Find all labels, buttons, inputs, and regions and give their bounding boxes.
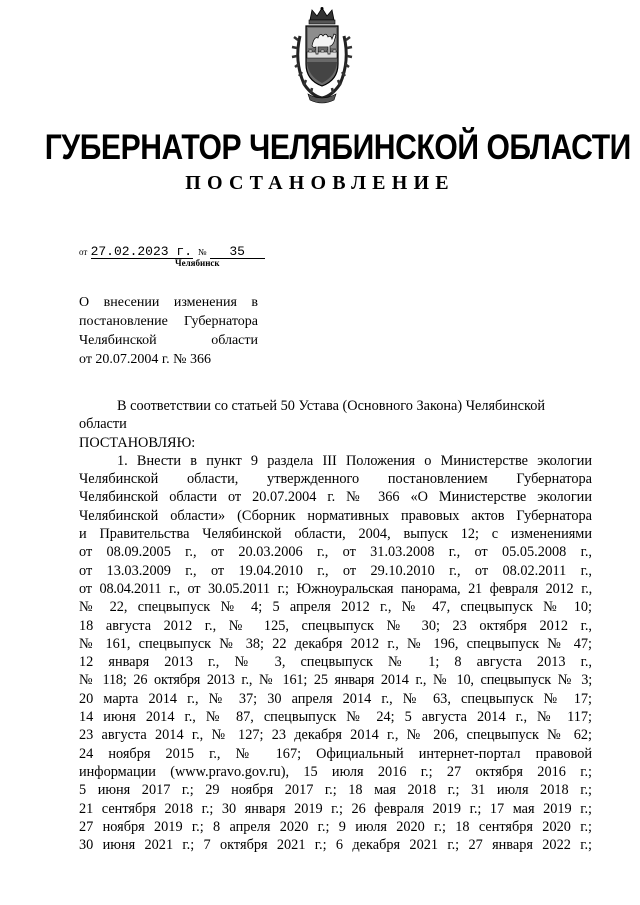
document-type-title: ПОСТАНОВЛЕНИЕ xyxy=(185,172,455,194)
clause-line: от 13.03.2009 г., от 19.04.2010 г., от 29.10.2010 г., от 08.02.2011 г., xyxy=(79,562,592,579)
subject-line: от 20.07.2004 г. № 366 xyxy=(79,352,211,367)
date-number-line xyxy=(79,243,265,259)
clause-line: от 08.04.2011 г., от 30.05.2011 г.; Южноуральская панорама, 21 февраля 2012 г., xyxy=(79,580,592,597)
clause-line: 1. Внести в пункт 9 раздела III Положения о Министерстве экологии xyxy=(117,452,592,469)
clause-line: 24 ноября 2015 г., № 167; Официальный интернет-портал правовой xyxy=(79,745,592,762)
clause-line: 14 июня 2014 г., № 87, спецвыпуск № 24; 5 августа 2014 г., № 117; xyxy=(79,709,592,726)
clause-line: 5 июня 2017 г.; 29 ноября 2017 г.; 18 мая 2018 г.; 31 июля 2018 г.; xyxy=(79,782,592,799)
clause-line: 30 июня 2021 г.; 7 октября 2021 г.; 6 декабря 2021 г.; 27 января 2022 г.; xyxy=(79,837,592,854)
clause-line: Челябинской области от 20.07.2004 г. № 366 «О Министерстве экологии xyxy=(79,489,592,506)
clause-line: 20 марта 2014 г., № 37; 30 апреля 2014 г., № 63, спецвыпуск № 17; xyxy=(79,690,592,707)
clause-line: 27 ноября 2019 г.; 8 апреля 2020 г.; 9 июля 2020 г.; 18 сентября 2020 г.; xyxy=(79,818,592,835)
decree-word: ПОСТАНОВЛЯЮ: xyxy=(79,434,196,451)
coat-of-arms-emblem xyxy=(290,6,354,106)
issue-city: Челябинск xyxy=(175,258,220,268)
subject-line: Челябинской области xyxy=(79,333,258,348)
clause-line: 12 января 2013 г., № 3, спецвыпуск № 1; 8 августа 2013 г., xyxy=(79,654,592,671)
preamble-line: В соответствии со статьей 50 Устава (Основного Закона) Челябинской xyxy=(117,398,545,414)
clause-line: Челябинской области» (Сборник нормативных правовых актов Губернатора xyxy=(79,507,592,524)
clause-line: и Правительства Челябинской области, 2004, выпуск 12; с изменениями xyxy=(79,526,592,543)
document-date: 27.02.2023 г. xyxy=(90,244,192,259)
clause-line: № 22, спецвыпуск № 4; 5 апреля 2012 г., № 47, спецвыпуск № 10; xyxy=(79,599,592,616)
issuer-title: ГУБЕРНАТОР ЧЕЛЯБИНСКОЙ ОБЛАСТИ xyxy=(44,128,631,167)
document-subject xyxy=(79,293,258,369)
subject-line: постановление Губернатора xyxy=(79,314,258,329)
clause-line: № 118; 26 октября 2013 г., № 161; 25 января 2014 г., № 10, спецвыпуск № 3; xyxy=(79,672,592,689)
document-body xyxy=(79,397,592,854)
clause-line: 23 августа 2014 г., № 127; 23 декабря 2014 г., № 206, спецвыпуск № 62; xyxy=(79,727,592,744)
document-number: 35 xyxy=(210,246,265,259)
clause-line: от 08.09.2005 г., от 20.03.2006 г., от 31.03.2008 г., от 05.05.2008 г., xyxy=(79,544,592,561)
clause-line: № 161, спецвыпуск № 38; 22 декабря 2012 г., № 196, спецвыпуск № 47; xyxy=(79,635,592,652)
clause-line: Челябинской области, утвержденного постановлением Губернатора xyxy=(79,471,592,488)
preamble-line: области xyxy=(79,416,127,433)
clause-line: 18 августа 2012 г., № 125, спецвыпуск № 30; 23 октября 2012 г., xyxy=(79,617,592,634)
number-label: № xyxy=(197,247,207,257)
subject-line: О внесении изменения в xyxy=(79,295,258,310)
clause-line: 21 сентября 2018 г.; 30 января 2019 г.; 26 февраля 2019 г.; 17 мая 2019 г.; xyxy=(79,800,592,817)
clause-line: информации (www.pravo.gov.ru), 15 июля 2016 г.; 27 октября 2016 г.; xyxy=(79,763,592,780)
date-prefix: от xyxy=(79,247,88,257)
